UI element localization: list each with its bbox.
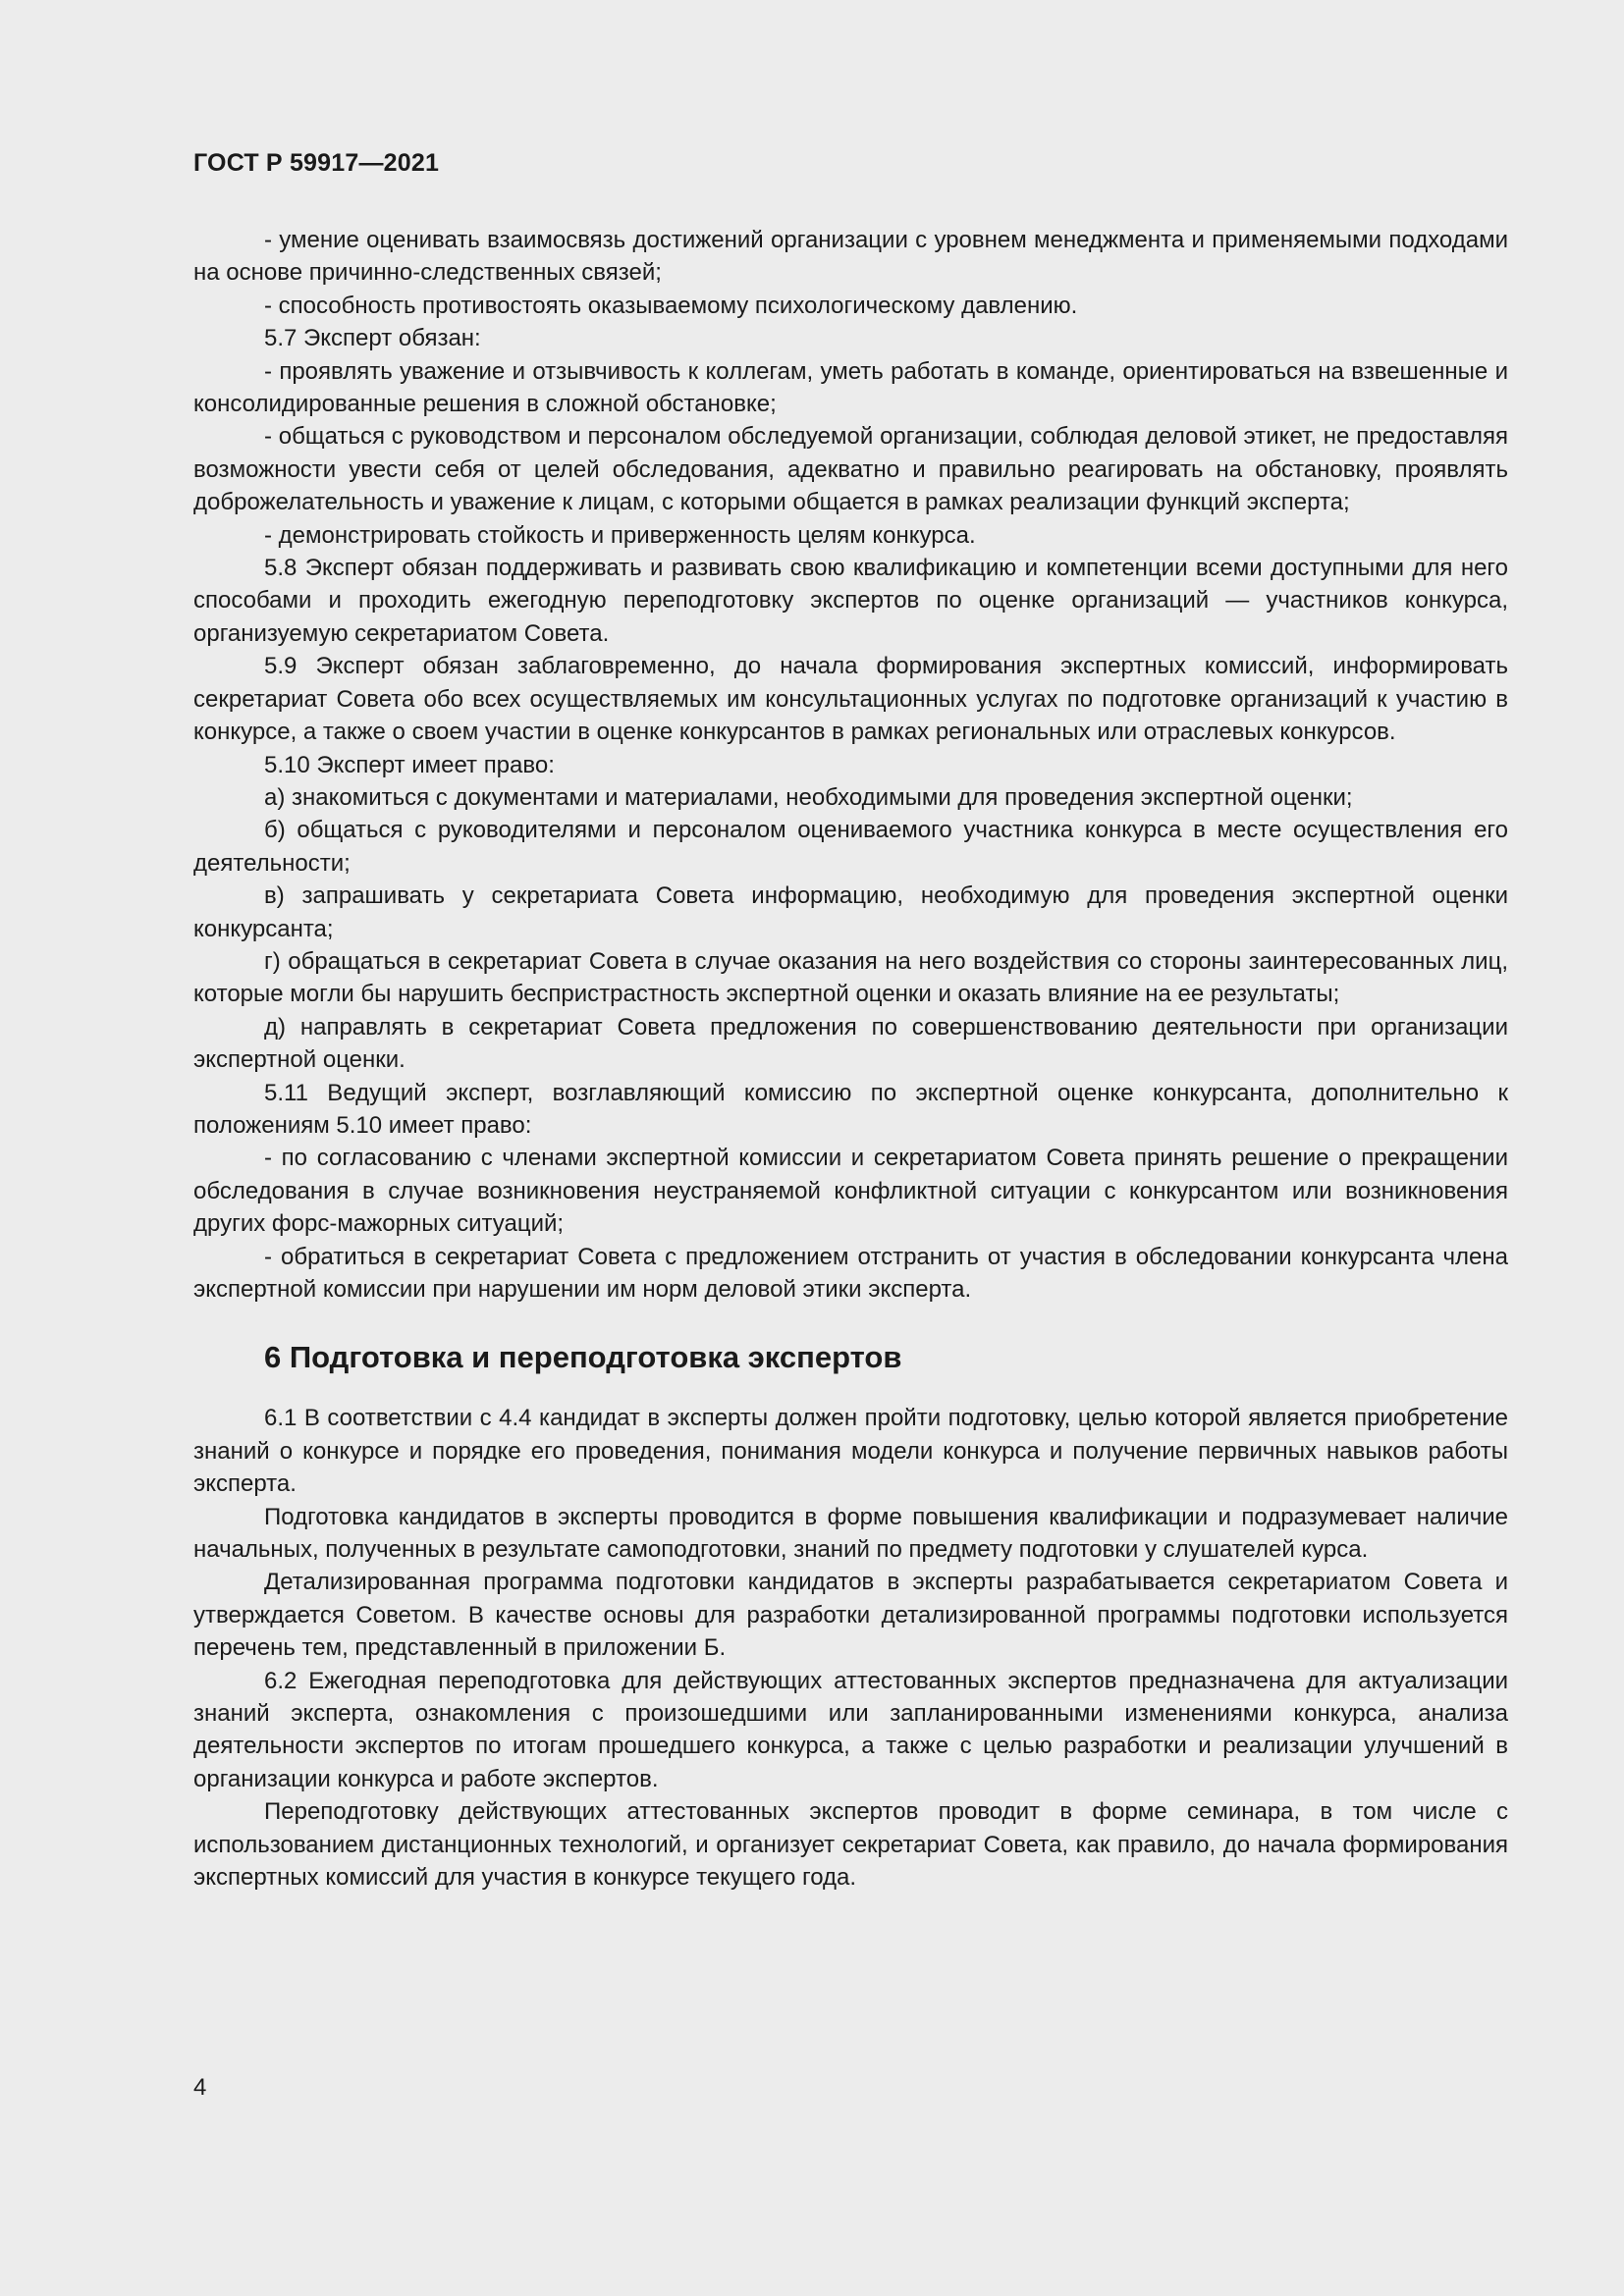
list-item: - умение оценивать взаимосвязь достижений организации с уровнем менеджмента и применяемыми подходами на основе причинно-следственных связей; <box>193 227 1508 287</box>
list-item: д) направлять в секретариат Совета предложения по совершенствованию деятельности при организации экспертной оценки. <box>193 1013 1508 1074</box>
document-code-header: ГОСТ Р 59917—2021 <box>193 149 440 177</box>
clause-5-11: 5.11 Ведущий эксперт, возглавляющий комиссию по экспертной оценке конкурсанта, дополнительно к положениям 5.10 имеет право: <box>193 1079 1508 1139</box>
clause-5-10: 5.10 Эксперт имеет право: <box>264 751 555 778</box>
list-item: а) знакомиться с документами и материалами, необходимыми для проведения экспертной оценки; <box>264 783 1353 811</box>
page-number: 4 <box>193 2074 207 2101</box>
list-item: - общаться с руководством и персоналом обследуемой организации, соблюдая деловой этикет, не предоставляя возможности увести себя от целей обследования, адекватно и правильно реагировать на обстановку, проявлять доброжелательность и уважение к лицам, с которыми общается в рамках реализации функций эксперта; <box>193 423 1508 516</box>
paragraph: Переподготовку действующих аттестованных экспертов проводит в форме семинара, в том числе с использованием дистанционных технологий, и организует секретариат Совета, как правило, до начала формирования экспертных комиссий для участия в конкурсе текущего года. <box>193 1798 1508 1892</box>
list-item: б) общаться с руководителями и персоналом оцениваемого участника конкурса в месте осуществления его деятельности; <box>193 817 1508 877</box>
clause-5-7: 5.7 Эксперт обязан: <box>264 325 481 352</box>
list-item: - обратиться в секретариат Совета с предложением отстранить от участия в обследовании конкурсанта члена экспертной комиссии при нарушении им норм деловой этики эксперта. <box>193 1243 1508 1303</box>
document-body <box>193 224 1508 1895</box>
clause-5-9: 5.9 Эксперт обязан заблаговременно, до начала формирования экспертных комиссий, информировать секретариат Совета обо всех осуществляемых им консультационных услугах по подготовке организаций к участию в конкурсе, а также о своем участии в оценке конкурсантов в рамках региональных или отраслевых конкурсов. <box>193 653 1508 746</box>
clause-6-2: 6.2 Ежегодная переподготовка для действующих аттестованных экспертов предназначена для актуализации знаний эксперта, ознакомления с произошедшими или запланированными изменениями конкурса, анализа деятельности экспертов по итогам прошедшего конкурса, а также с целью разработки и реализации улучшений в организации конкурса и работе экспертов. <box>193 1667 1508 1792</box>
paragraph: Детализированная программа подготовки кандидатов в эксперты разрабатывается секретариатом Совета и утверждается Советом. В качестве основы для разработки детализированной программы подготовки используется перечень тем, представленный в приложении Б. <box>193 1569 1508 1662</box>
paragraph: Подготовка кандидатов в эксперты проводится в форме повышения квалификации и подразумевает наличие начальных, полученных в результате самоподготовки, знаний по предмету подготовки у слушателей курса. <box>193 1503 1508 1564</box>
list-item: - способность противостоять оказываемому психологическому давлению. <box>264 292 1078 319</box>
clause-6-1: 6.1 В соответствии с 4.4 кандидат в эксперты должен пройти подготовку, целью которой является приобретение знаний о конкурсе и порядке его проведения, понимания модели конкурса и получение первичных навыков работы эксперта. <box>193 1405 1508 1498</box>
list-item: г) обращаться в секретариат Совета в случае оказания на него воздействия со стороны заинтересованных лиц, которые могли бы нарушить беспристрастность экспертной оценки и оказать влияние на ее результаты; <box>193 947 1508 1008</box>
list-item: - демонстрировать стойкость и приверженность целям конкурса. <box>264 521 976 549</box>
list-item: - по согласованию с членами экспертной комиссии и секретариатом Совета принять решение о прекращении обследования в случае возникновения неустраняемой конфликтной ситуации с конкурсантом или возникновения других форс-мажорных ситуаций; <box>193 1145 1508 1238</box>
list-item: - проявлять уважение и отзывчивость к коллегам, уметь работать в команде, ориентироваться на взвешенные и консолидированные решения в сложной обстановке; <box>193 357 1508 418</box>
list-item: в) запрашивать у секретариата Совета информацию, необходимую для проведения экспертной оценки конкурсанта; <box>193 882 1508 942</box>
section-heading: 6 Подготовка и переподготовка экспертов <box>264 1340 902 1375</box>
clause-5-8: 5.8 Эксперт обязан поддерживать и развивать свою квалификацию и компетенции всеми доступными для него способами и проходить ежегодную переподготовку экспертов по оценке организаций — участников конкурса, организуемую секретариатом Совета. <box>193 555 1508 647</box>
